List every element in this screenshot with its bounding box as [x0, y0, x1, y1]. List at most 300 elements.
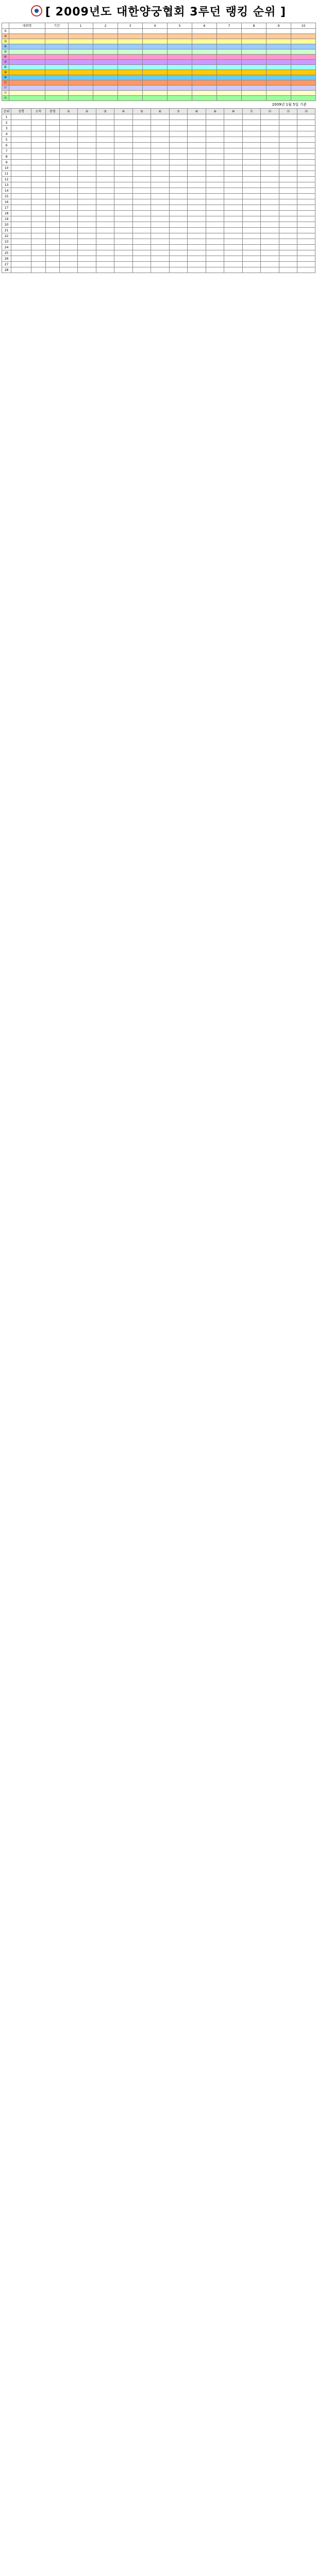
athlete-name	[11, 222, 31, 228]
athlete-name	[11, 114, 31, 120]
ranking-cell	[59, 205, 78, 211]
legend-cell	[118, 96, 143, 101]
ranking-cell	[78, 188, 96, 194]
legend-cell	[45, 29, 69, 34]
ranking-cell	[96, 250, 114, 256]
ranking-cell	[261, 114, 279, 120]
ranking-header-cell: ⑤	[132, 109, 151, 114]
legend-cell	[192, 91, 217, 96]
ranking-cell	[114, 216, 133, 222]
ranking-cell	[96, 165, 114, 171]
athlete-name	[11, 165, 31, 171]
ranking-cell	[114, 188, 133, 194]
ranking-cell	[78, 143, 96, 148]
legend-cell	[9, 34, 45, 39]
legend-cell	[291, 55, 316, 60]
ranking-cell	[114, 245, 133, 250]
athlete-name	[11, 211, 31, 216]
legend-cell	[69, 70, 93, 75]
ranking-cell	[206, 131, 224, 137]
legend-cell	[69, 55, 93, 60]
legend-cell	[242, 91, 266, 96]
ranking-row	[2, 256, 315, 262]
ranking-cell	[151, 194, 170, 199]
ranking-cell	[206, 114, 224, 120]
ranking-cell	[78, 245, 96, 250]
legend-cell	[168, 80, 192, 86]
ranking-cell	[261, 228, 279, 233]
ranking-cell: 5	[2, 137, 11, 143]
ranking-cell	[261, 256, 279, 262]
ranking-cell	[279, 199, 297, 205]
ranking-cell	[151, 188, 170, 194]
legend-cell	[266, 86, 291, 91]
ranking-cell: 25	[2, 250, 11, 256]
ranking-cell	[169, 233, 188, 239]
legend-row-number: ②	[2, 34, 9, 39]
ranking-cell	[151, 267, 170, 273]
ranking-cell	[279, 245, 297, 250]
athlete-name	[11, 199, 31, 205]
ranking-cell	[114, 143, 133, 148]
ranking-cell	[31, 267, 45, 273]
ranking-cell	[46, 154, 59, 160]
ranking-cell	[59, 216, 78, 222]
ranking-header-cell: ⑦	[169, 109, 188, 114]
legend-cell	[266, 29, 291, 34]
ranking-cell	[132, 114, 151, 120]
ranking-cell	[206, 120, 224, 126]
ranking-cell	[78, 137, 96, 143]
legend-cell	[266, 96, 291, 101]
ranking-cell	[224, 262, 243, 267]
ranking-cell	[279, 171, 297, 177]
ranking-cell: 4	[2, 131, 11, 137]
ranking-cell	[114, 250, 133, 256]
ranking-cell	[279, 114, 297, 120]
ranking-cell	[96, 177, 114, 182]
ranking-cell	[31, 126, 45, 131]
ranking-cell	[114, 171, 133, 177]
ranking-cell	[261, 199, 279, 205]
ranking-cell	[279, 160, 297, 165]
ranking-cell	[297, 267, 315, 273]
ranking-header-cell: ⑩	[224, 109, 243, 114]
ranking-cell	[132, 262, 151, 267]
ranking-cell	[169, 126, 188, 131]
ranking-cell	[151, 154, 170, 160]
legend-cell	[118, 86, 143, 91]
ranking-cell	[31, 228, 45, 233]
ranking-cell	[242, 177, 261, 182]
legend-cell	[168, 34, 192, 39]
date-label: 2009년 1월 5일 기준	[272, 103, 307, 107]
ranking-cell	[78, 239, 96, 245]
ranking-cell	[297, 233, 315, 239]
ranking-cell	[46, 256, 59, 262]
ranking-cell	[151, 171, 170, 177]
legend-cell	[93, 34, 118, 39]
ranking-cell	[59, 188, 78, 194]
ranking-cell	[78, 126, 96, 131]
legend-header-cell: 2	[93, 23, 118, 29]
ranking-cell	[188, 262, 206, 267]
legend-cell	[168, 75, 192, 80]
legend-cell	[143, 34, 168, 39]
ranking-cell	[206, 211, 224, 216]
athlete-name	[11, 239, 31, 245]
ranking-cell	[261, 165, 279, 171]
ranking-cell	[96, 262, 114, 267]
ranking-cell	[188, 188, 206, 194]
ranking-cell	[31, 222, 45, 228]
ranking-cell	[31, 211, 45, 216]
ranking-cell	[279, 120, 297, 126]
ranking-cell	[261, 160, 279, 165]
ranking-row	[2, 177, 315, 182]
ranking-cell	[78, 228, 96, 233]
legend-cell	[217, 49, 242, 55]
legend-cell	[168, 49, 192, 55]
legend-cell	[118, 29, 143, 34]
ranking-cell	[78, 182, 96, 188]
ranking-cell	[78, 171, 96, 177]
ranking-cell	[46, 228, 59, 233]
legend-cell	[118, 49, 143, 55]
legend-cell	[69, 86, 93, 91]
athlete-name	[11, 262, 31, 267]
ranking-cell	[132, 137, 151, 143]
ranking-cell	[242, 171, 261, 177]
ranking-cell	[114, 137, 133, 143]
ranking-row	[2, 131, 315, 137]
ranking-cell	[261, 233, 279, 239]
ranking-cell	[151, 233, 170, 239]
legend-cell	[69, 44, 93, 49]
ranking-header-row	[2, 109, 315, 114]
ranking-cell	[46, 233, 59, 239]
ranking-cell	[188, 194, 206, 199]
ranking-cell	[242, 160, 261, 165]
ranking-cell	[206, 267, 224, 273]
legend-cell	[45, 70, 69, 75]
ranking-row	[2, 137, 315, 143]
ranking-cell	[206, 262, 224, 267]
legend-cell	[69, 29, 93, 34]
legend-cell	[118, 75, 143, 80]
ranking-header-cell: 소속	[31, 109, 45, 114]
athlete-name	[11, 120, 31, 126]
athlete-name	[11, 177, 31, 182]
legend-cell	[45, 96, 69, 101]
legend-cell	[217, 44, 242, 49]
ranking-cell	[31, 131, 45, 137]
athlete-name	[11, 160, 31, 165]
ranking-cell	[151, 177, 170, 182]
ranking-cell	[59, 114, 78, 120]
legend-cell	[93, 70, 118, 75]
ranking-cell	[297, 131, 315, 137]
ranking-cell	[59, 267, 78, 273]
ranking-cell	[279, 267, 297, 273]
legend-cell	[143, 65, 168, 70]
athlete-name	[11, 256, 31, 262]
legend-header-cell: 6	[192, 23, 217, 29]
ranking-cell	[297, 216, 315, 222]
ranking-cell	[297, 199, 315, 205]
ranking-row	[2, 267, 315, 273]
legend-cell	[192, 34, 217, 39]
legend-cell	[69, 34, 93, 39]
ranking-cell	[46, 205, 59, 211]
ranking-cell	[169, 188, 188, 194]
ranking-cell	[279, 182, 297, 188]
legend-cell	[266, 44, 291, 49]
ranking-cell	[224, 250, 243, 256]
ranking-cell	[297, 154, 315, 160]
ranking-cell: 3	[2, 126, 11, 131]
ranking-cell	[206, 228, 224, 233]
ranking-cell	[242, 188, 261, 194]
legend-cell	[242, 86, 266, 91]
legend-cell	[192, 96, 217, 101]
ranking-cell	[59, 126, 78, 131]
ranking-header-cell: ⑨	[206, 109, 224, 114]
ranking-cell: 18	[2, 211, 11, 216]
ranking-cell	[114, 262, 133, 267]
ranking-cell	[46, 199, 59, 205]
legend-cell	[192, 80, 217, 86]
legend-cell	[69, 60, 93, 65]
ranking-cell	[114, 160, 133, 165]
ranking-cell	[297, 256, 315, 262]
legend-cell	[291, 65, 316, 70]
legend-row	[2, 44, 316, 49]
ranking-cell	[169, 154, 188, 160]
ranking-cell	[132, 228, 151, 233]
legend-cell	[192, 39, 217, 44]
athlete-name	[11, 171, 31, 177]
legend-cell	[69, 75, 93, 80]
ranking-cell	[96, 239, 114, 245]
legend-cell	[118, 39, 143, 44]
ranking-cell	[242, 250, 261, 256]
legend-cell	[9, 91, 45, 96]
ranking-row	[2, 188, 315, 194]
ranking-row	[2, 233, 315, 239]
ranking-cell	[114, 205, 133, 211]
legend-row-number: ⑤	[2, 49, 9, 55]
legend-row	[2, 70, 316, 75]
association-logo-icon	[31, 5, 42, 16]
ranking-cell	[46, 245, 59, 250]
legend-header-cell: 8	[242, 23, 266, 29]
athlete-name	[11, 148, 31, 154]
legend-row	[2, 75, 316, 80]
legend-cell	[143, 60, 168, 65]
ranking-cell	[31, 137, 45, 143]
ranking-cell	[151, 262, 170, 267]
ranking-cell	[169, 245, 188, 250]
legend-cell	[192, 70, 217, 75]
legend-cell	[143, 91, 168, 96]
ranking-row	[2, 171, 315, 177]
legend-cell	[45, 86, 69, 91]
ranking-cell	[31, 262, 45, 267]
ranking-cell	[78, 233, 96, 239]
ranking-cell	[78, 114, 96, 120]
ranking-cell	[31, 154, 45, 160]
ranking-cell	[151, 126, 170, 131]
ranking-cell	[224, 143, 243, 148]
ranking-cell	[224, 256, 243, 262]
legend-cell	[291, 75, 316, 80]
ranking-row	[2, 216, 315, 222]
ranking-cell	[224, 239, 243, 245]
ranking-cell	[297, 228, 315, 233]
ranking-cell: 22	[2, 233, 11, 239]
ranking-cell	[242, 199, 261, 205]
athlete-name	[11, 188, 31, 194]
legend-cell	[9, 49, 45, 55]
ranking-cell	[169, 182, 188, 188]
ranking-cell	[169, 137, 188, 143]
ranking-cell	[46, 120, 59, 126]
ranking-row	[2, 143, 315, 148]
legend-header-cell: 3	[118, 23, 143, 29]
legend-cell	[143, 70, 168, 75]
ranking-cell	[169, 177, 188, 182]
legend-header-cell: 5	[168, 23, 192, 29]
ranking-cell	[78, 154, 96, 160]
ranking-cell	[188, 250, 206, 256]
ranking-cell	[297, 188, 315, 194]
ranking-cell	[59, 245, 78, 250]
ranking-cell	[297, 262, 315, 267]
legend-cell	[242, 65, 266, 70]
ranking-cell	[132, 120, 151, 126]
ranking-cell	[261, 126, 279, 131]
ranking-cell	[96, 256, 114, 262]
ranking-cell	[114, 267, 133, 273]
ranking-cell	[46, 171, 59, 177]
ranking-cell	[46, 188, 59, 194]
ranking-header-cell: 성명	[11, 109, 31, 114]
ranking-cell	[297, 250, 315, 256]
ranking-cell	[132, 256, 151, 262]
athlete-name	[11, 137, 31, 143]
ranking-cell	[132, 216, 151, 222]
legend-row	[2, 34, 316, 39]
legend-cell	[266, 65, 291, 70]
ranking-cell	[132, 126, 151, 131]
legend-cell	[192, 29, 217, 34]
legend-cell	[168, 96, 192, 101]
ranking-cell	[78, 148, 96, 154]
ranking-cell	[242, 137, 261, 143]
legend-cell	[9, 29, 45, 34]
ranking-cell	[132, 250, 151, 256]
ranking-cell	[31, 120, 45, 126]
ranking-cell	[224, 165, 243, 171]
ranking-cell	[59, 120, 78, 126]
ranking-cell	[78, 250, 96, 256]
ranking-cell	[224, 126, 243, 131]
ranking-cell	[242, 233, 261, 239]
ranking-cell	[114, 222, 133, 228]
ranking-cell	[96, 114, 114, 120]
ranking-cell	[297, 165, 315, 171]
ranking-cell	[206, 239, 224, 245]
legend-row-number: ③	[2, 39, 9, 44]
ranking-cell	[59, 250, 78, 256]
ranking-row	[2, 126, 315, 131]
ranking-cell	[59, 222, 78, 228]
ranking-cell	[59, 165, 78, 171]
ranking-cell	[96, 267, 114, 273]
ranking-cell	[242, 143, 261, 148]
legend-row-number: ④	[2, 44, 9, 49]
ranking-cell	[206, 199, 224, 205]
ranking-cell	[132, 131, 151, 137]
ranking-cell	[169, 148, 188, 154]
legend-cell	[9, 70, 45, 75]
legend-cell	[291, 29, 316, 34]
ranking-cell	[151, 205, 170, 211]
ranking-cell	[224, 154, 243, 160]
ranking-cell: 26	[2, 256, 11, 262]
ranking-cell	[114, 182, 133, 188]
legend-cell	[93, 91, 118, 96]
ranking-cell	[169, 267, 188, 273]
ranking-cell	[96, 182, 114, 188]
ranking-cell	[206, 160, 224, 165]
ranking-cell	[279, 143, 297, 148]
ranking-cell	[78, 177, 96, 182]
ranking-cell: 21	[2, 228, 11, 233]
ranking-cell	[78, 199, 96, 205]
ranking-cell	[188, 245, 206, 250]
ranking-cell	[96, 211, 114, 216]
ranking-cell	[224, 171, 243, 177]
ranking-cell	[132, 222, 151, 228]
legend-cell	[168, 55, 192, 60]
ranking-cell	[188, 126, 206, 131]
ranking-cell	[59, 171, 78, 177]
ranking-cell	[46, 267, 59, 273]
ranking-cell	[46, 160, 59, 165]
legend-cell	[291, 44, 316, 49]
ranking-header-cell: ⑫	[261, 109, 279, 114]
ranking-cell	[279, 126, 297, 131]
legend-cell	[168, 91, 192, 96]
ranking-cell	[132, 171, 151, 177]
ranking-cell: 6	[2, 143, 11, 148]
ranking-cell	[242, 245, 261, 250]
legend-header-cell: 7	[217, 23, 242, 29]
ranking-cell	[78, 222, 96, 228]
ranking-cell	[279, 165, 297, 171]
ranking-cell: 9	[2, 160, 11, 165]
ranking-cell	[59, 160, 78, 165]
ranking-cell	[242, 120, 261, 126]
ranking-cell	[206, 205, 224, 211]
ranking-cell	[206, 245, 224, 250]
legend-row-number: ⑨	[2, 70, 9, 75]
ranking-cell	[78, 267, 96, 273]
ranking-cell	[188, 182, 206, 188]
ranking-table	[2, 108, 315, 273]
